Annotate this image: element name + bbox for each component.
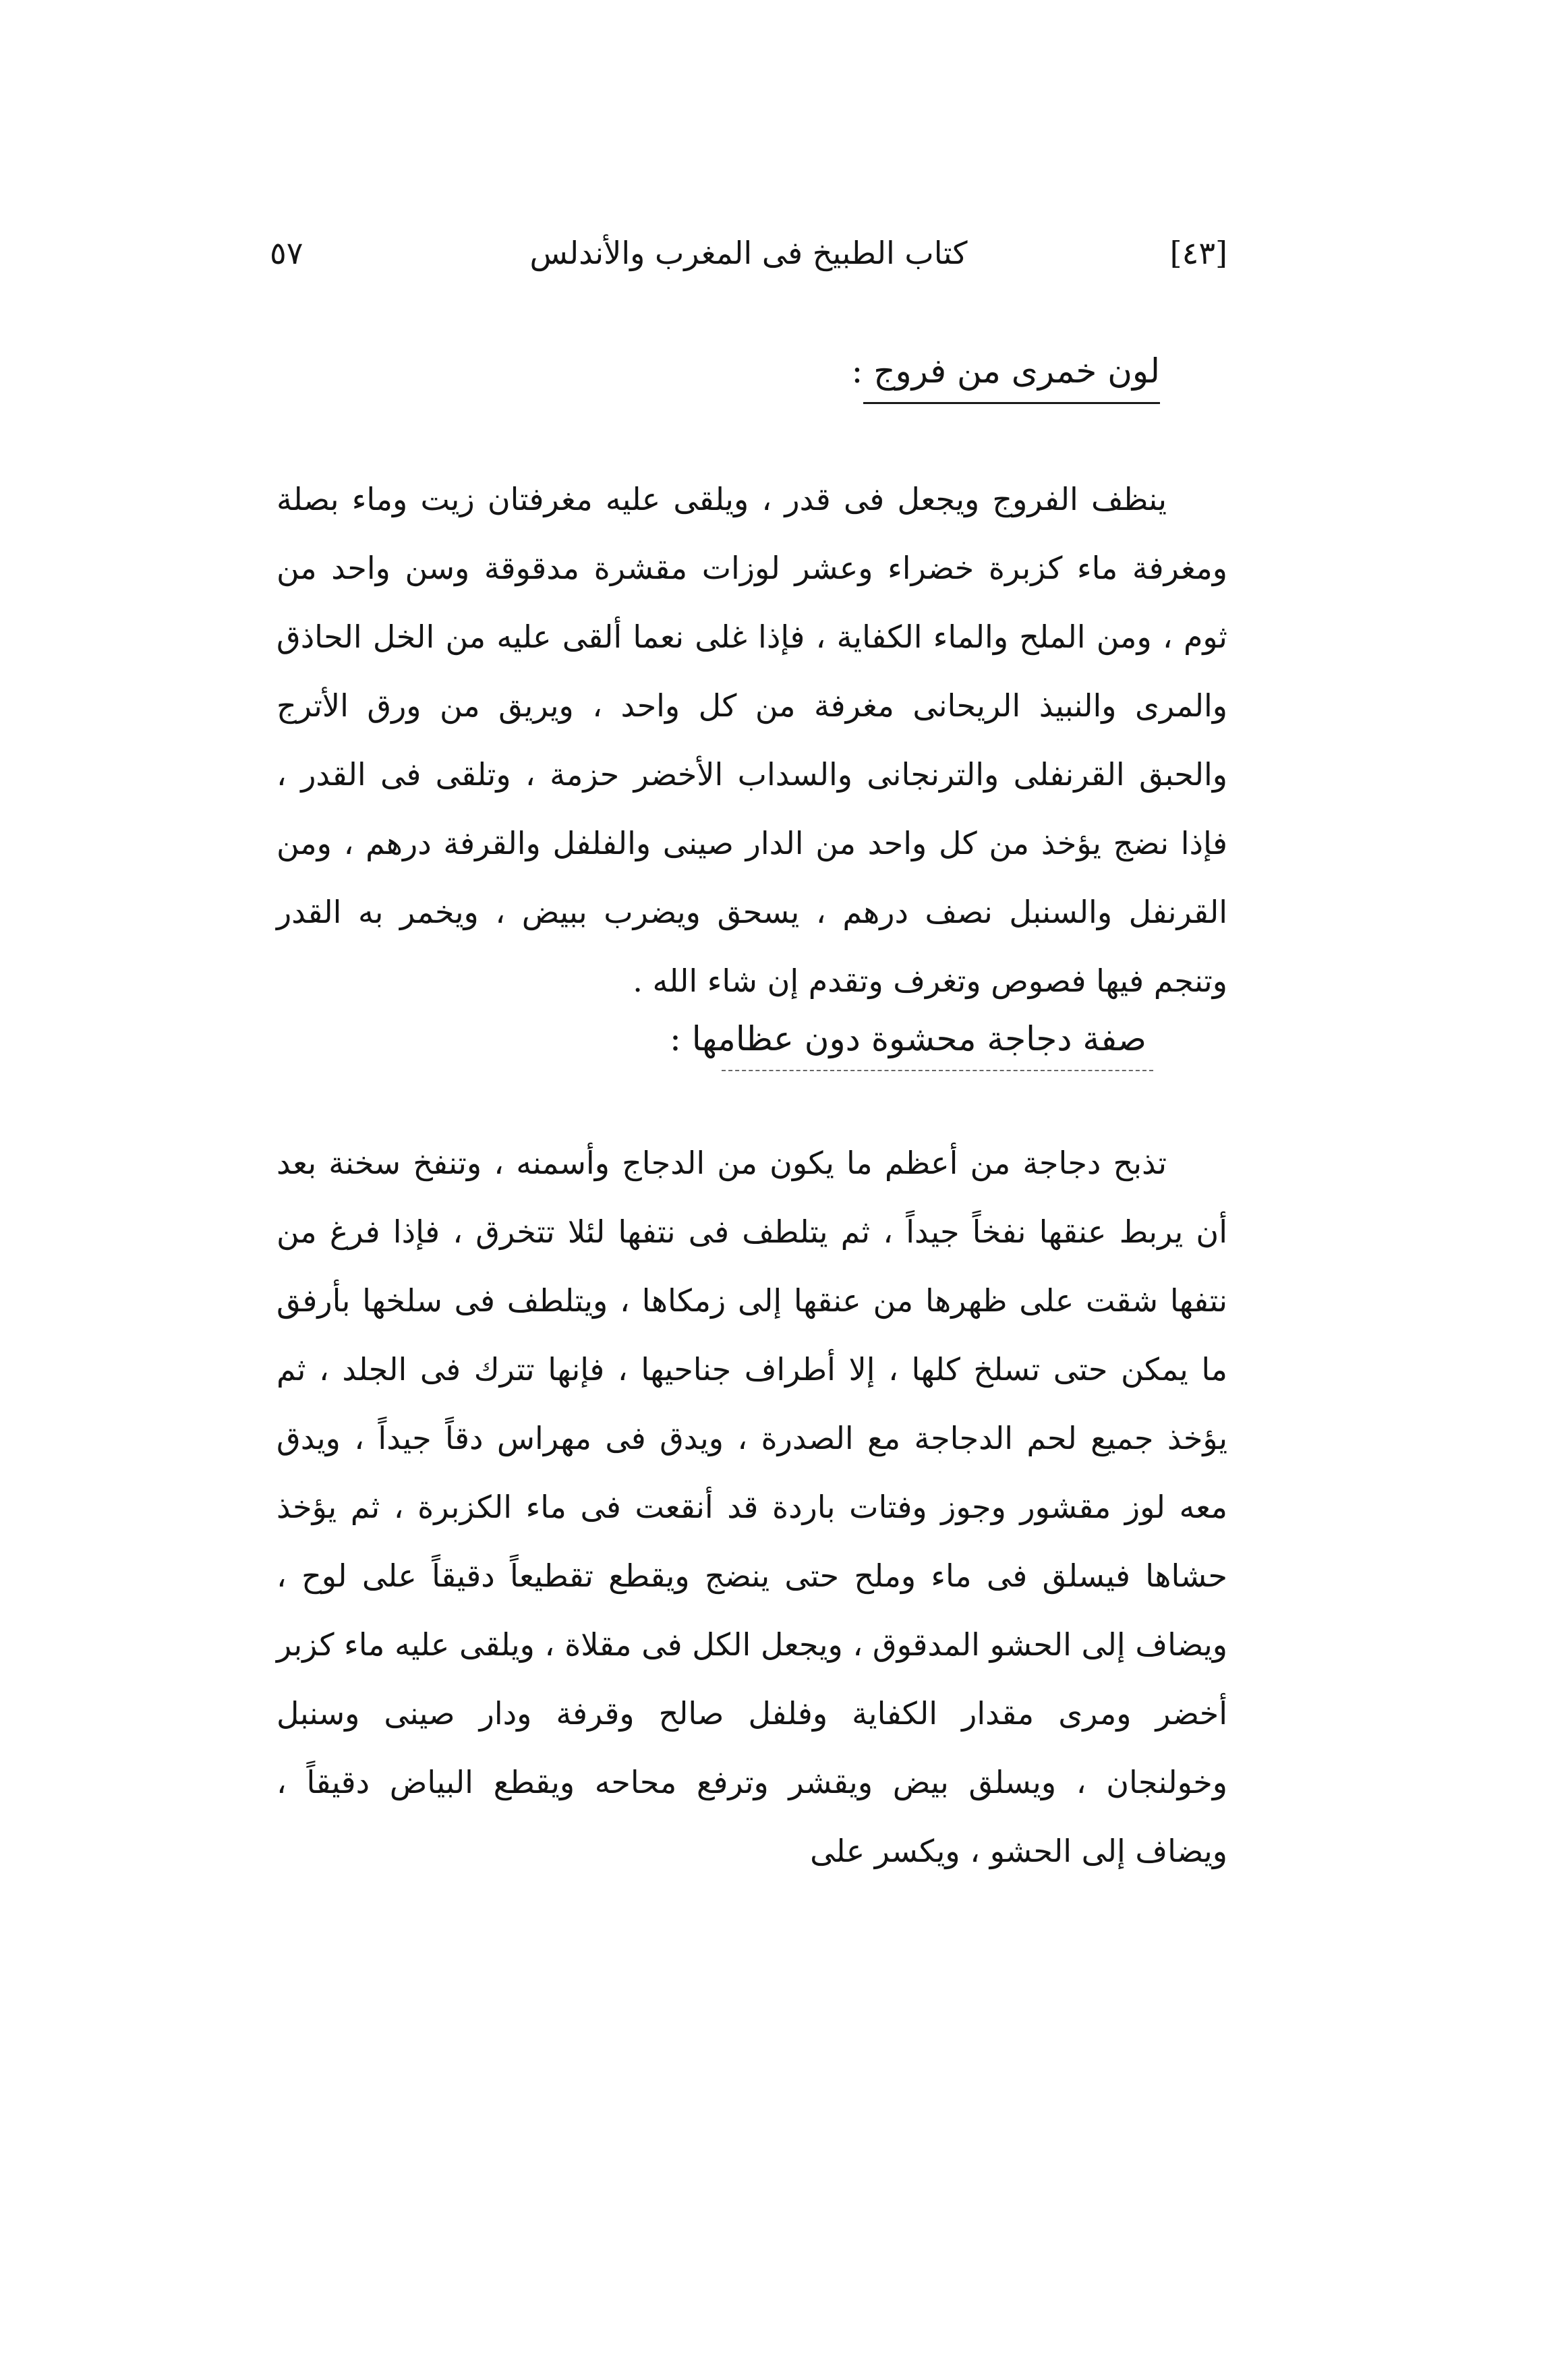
- recipe-body: تذبح دجاجة من أعظم ما يكون من الدجاج وأسمنه ، وتنفخ سخنة بعد أن يربط عنقها نفخاً جيداً ، ثم يتلطف فى نتفها لئلا تتخرق ، فإذا فرغ من نتفها شقت على ظهرها من عنقها إلى زمكاها ، ويتلطف فى سلخها بأرفق ما يمكن حتى تسلخ كلها ، إلا أطراف جناحيها ، فإنها تترك فى الجلد ، ثم يؤخذ جميع لحم الدجاجة مع الصدرة ، ويدق فى مهراس دقاً جيداً ، ويدق معه لوز مقشور وجوز وفتات باردة قد أنقعت فى ماء الكزبرة ، ثم يؤخذ حشاها فيسلق فى ماء وملح حتى ينضج ويقطع تقطيعاً دقيقاً على لوح ، ويضاف إلى الحشو المدقوق ، ويجعل الكل فى مقلاة ، ويلقى عليه ماء كزبر أخضر ومرى مقدار الكفاية وفلفل صالح وقرفة ودار صينى وسنبل وخولنجان ، ويسلق بيض ويقشر وترفع محاحه ويقطع البياض دقيقاً ، ويضاف إلى الحشو ، ويكسر على: [277, 1145, 1227, 1869]
- recipe-section-2: [277, 1012, 1227, 1885]
- book-title: كتاب الطبيخ فى المغرب والأندلس: [529, 235, 968, 271]
- page-number: ٥٧: [270, 235, 303, 271]
- heading-underline: [863, 402, 1160, 404]
- section-reference: [٤٣]: [1169, 235, 1227, 271]
- recipe-body: ينظف الفروج ويجعل فى قدر ، ويلقى عليه مغرفتان زيت وماء بصلة ومغرفة ماء كزبرة خضراء وعشر لوزات مقشرة مدقوقة وسن واحد من ثوم ، ومن الملح والماء الكفاية ، فإذا غلى نعما ألقى عليه من الخل الحاذق والمرى والنبيذ الريحانى مغرفة من كل واحد ، ويريق من ورق الأترج والحبق القرنفلى والترنجانى والسداب الأخضر حزمة ، وتلقى فى القدر ، فإذا نضج يؤخذ من كل واحد من الدار صينى والفلفل والقرفة درهم ، ومن القرنفل والسنبل نصف درهم ، يسحق ويضرب ببيض ، ويخمر به القدر وتنجم فيها فصوص وتغرف وتقدم إن شاء الله .: [277, 481, 1227, 999]
- running-header: [270, 229, 1227, 283]
- recipe-heading: لون خمرى من فروج :: [851, 351, 1160, 391]
- recipe-heading: صفة دجاجة محشوة دون عظامها :: [670, 1019, 1146, 1058]
- heading-underline: [722, 1070, 1153, 1071]
- recipe-section-1: [277, 344, 1227, 1015]
